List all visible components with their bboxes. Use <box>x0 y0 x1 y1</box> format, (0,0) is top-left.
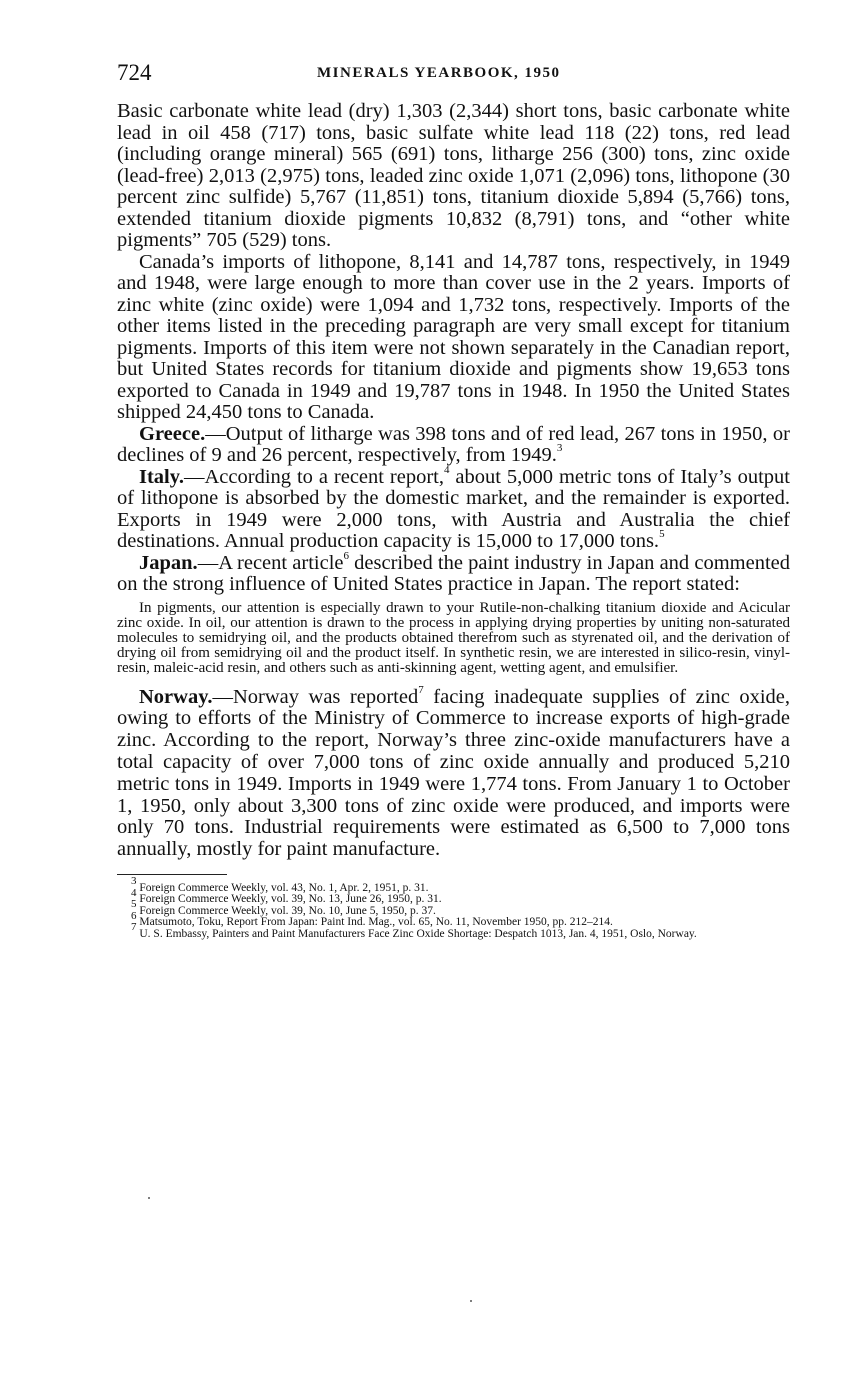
block-quote <box>117 601 790 677</box>
paragraph-greece <box>117 424 790 467</box>
paragraph-white-pigments: Basic carbonate white lead (dry) 1,303 (2,344) short tons, basic carbonate white lead in oil 458 (717) tons, basic sulfate white lead 118 (22) tons, red lead (including orange mineral) 565 (691) tons, litharge 256 (300) tons, zinc oxide (lead-free) 2,013 (2,975) tons, leaded zinc oxide 1,071 (2,096) tons, lithopone (30 percent zinc sulfide) 5,767 (11,851) tons, titanium dioxide 5,894 (5,766) tons, extended titanium dioxide pigments 10,832 (8,791) tons, and “other white pigments” 705 (529) tons. <box>117 100 790 251</box>
japan-text-b: described the paint industry in Japan and commented on the strong influence of United States practice in Japan. The report stated: <box>117 551 790 595</box>
heading-greece: Greece. <box>139 422 206 445</box>
footnote-text: Foreign Commerce Weekly, vol. 43, No. 1, Apr. 2, 1951, p. 31. <box>139 881 429 894</box>
greece-text: —Output of litharge was 398 tons and of red lead, 267 tons in 1950, or declines of 9 and 26 percent, respectively, from 1949. <box>117 422 790 466</box>
scan-speck <box>148 1197 150 1199</box>
footnote-ref-3: 3 <box>556 442 563 455</box>
paragraph-canada-imports: Canada’s imports of lithopone, 8,141 and 14,787 tons, respectively, in 1949 and 1948, were large enough to more than cover use in the 2 years. Imports of zinc white (zinc oxide) were 1,094 and 1,732 tons, respectively. Imports of the other items listed in the preceding paragraph are very small except for titanium pigments. Imports of this item were not shown separately in the Canadian report, but United States records for titanium dioxide and pigments show 19,653 tons exported to Canada in 1949 and 19,787 tons in 1948. In 1950 the United States shipped 24,450 tons to Canada. <box>117 250 790 423</box>
page-number: 724 <box>117 60 152 85</box>
footnote-text: Matsumoto, Toku, Report From Japan: Paint Ind. Mag., vol. 65, No. 11, November 1950, pp. 212–214. <box>139 916 613 929</box>
footnote-ref-4: 4 <box>443 463 450 476</box>
body-text <box>117 101 790 940</box>
footnotes <box>117 875 790 941</box>
running-title: MINERALS YEARBOOK, 1950 <box>317 65 561 81</box>
footnote-text: Foreign Commerce Weekly, vol. 39, No. 10, June 5, 1950, p. 37. <box>139 904 436 917</box>
footnote-text: U. S. Embassy, Painters and Paint Manufacturers Face Zinc Oxide Shortage: Despatch 1013, Jan. 4, 1951, Oslo, Norway. <box>139 927 697 940</box>
page-header <box>117 60 790 90</box>
footnote-text: Foreign Commerce Weekly, vol. 39, No. 13, June 26, 1950, p. 31. <box>139 893 442 906</box>
japan-text-a: —A recent article <box>197 551 344 574</box>
norway-text-b: facing inadequate supplies of zinc oxide, owing to efforts of the Ministry of Commerce to increase exports of high-grade zinc. According to the report, Norway’s three zinc-oxide manufacturers have a total capacity of over 7,000 tons of zinc oxide annually and produced 5,210 metric tons in 1949. Imports in 1949 were 1,774 tons. From January 1 to October 1, 1950, only about 3,300 tons of zinc oxide were produced, and imports were only 70 tons. Industrial requirements were estimated as 6,500 to 7,000 tons annually, mostly for paint manufacture. <box>117 685 791 861</box>
main-text-block <box>117 101 790 596</box>
scan-speck <box>470 1300 472 1302</box>
paragraph-italy <box>117 463 790 553</box>
italy-text-a: —According to a recent report, <box>184 465 444 488</box>
heading-italy: Italy. <box>139 465 184 488</box>
footnote-ref-7: 7 <box>418 683 424 696</box>
norway-text-block <box>117 683 791 861</box>
footnote-mark: 4 <box>131 886 137 899</box>
heading-japan: Japan. <box>139 551 198 574</box>
footnote-mark: 3 <box>131 875 137 888</box>
footnote-ref-6: 6 <box>343 549 349 562</box>
italy-text-b: about 5,000 metric tons of Italy’s output of lithopone is absorbed by the domestic market, and the remainder is exported. Exports in 1949 were 2,000 tons, with Austria and Australia the chief destinations. Annual production capacity is 15,000 to 17,000 tons. <box>117 465 790 552</box>
norway-text-a: —Norway was reported <box>212 685 419 708</box>
footnote-mark: 7 <box>131 921 137 934</box>
quote-text: In pigments, our attention is especially drawn to your Rutile-non-chalking titanium dioxide and Acicular zinc oxide. In oil, our attention is drawn to the process in applying drying properties by uniting non-saturated molecules to semidrying oil, and the products obtained therefrom such as styrenated oil, and the derivation of drying oil from semidrying oil and the product itself. In synthetic resin, we are interested in silico-resin, vinyl-resin, maleic-acid resin, and others such as anti-skinning agent, wetting agent, and emulsifier. <box>117 599 790 677</box>
footnote-mark: 6 <box>131 909 137 922</box>
footnote-ref-5: 5 <box>659 528 665 541</box>
heading-norway: Norway. <box>139 685 213 708</box>
footnote-mark: 5 <box>131 898 137 911</box>
paragraph-norway <box>117 683 791 861</box>
paragraph-japan <box>117 549 790 596</box>
